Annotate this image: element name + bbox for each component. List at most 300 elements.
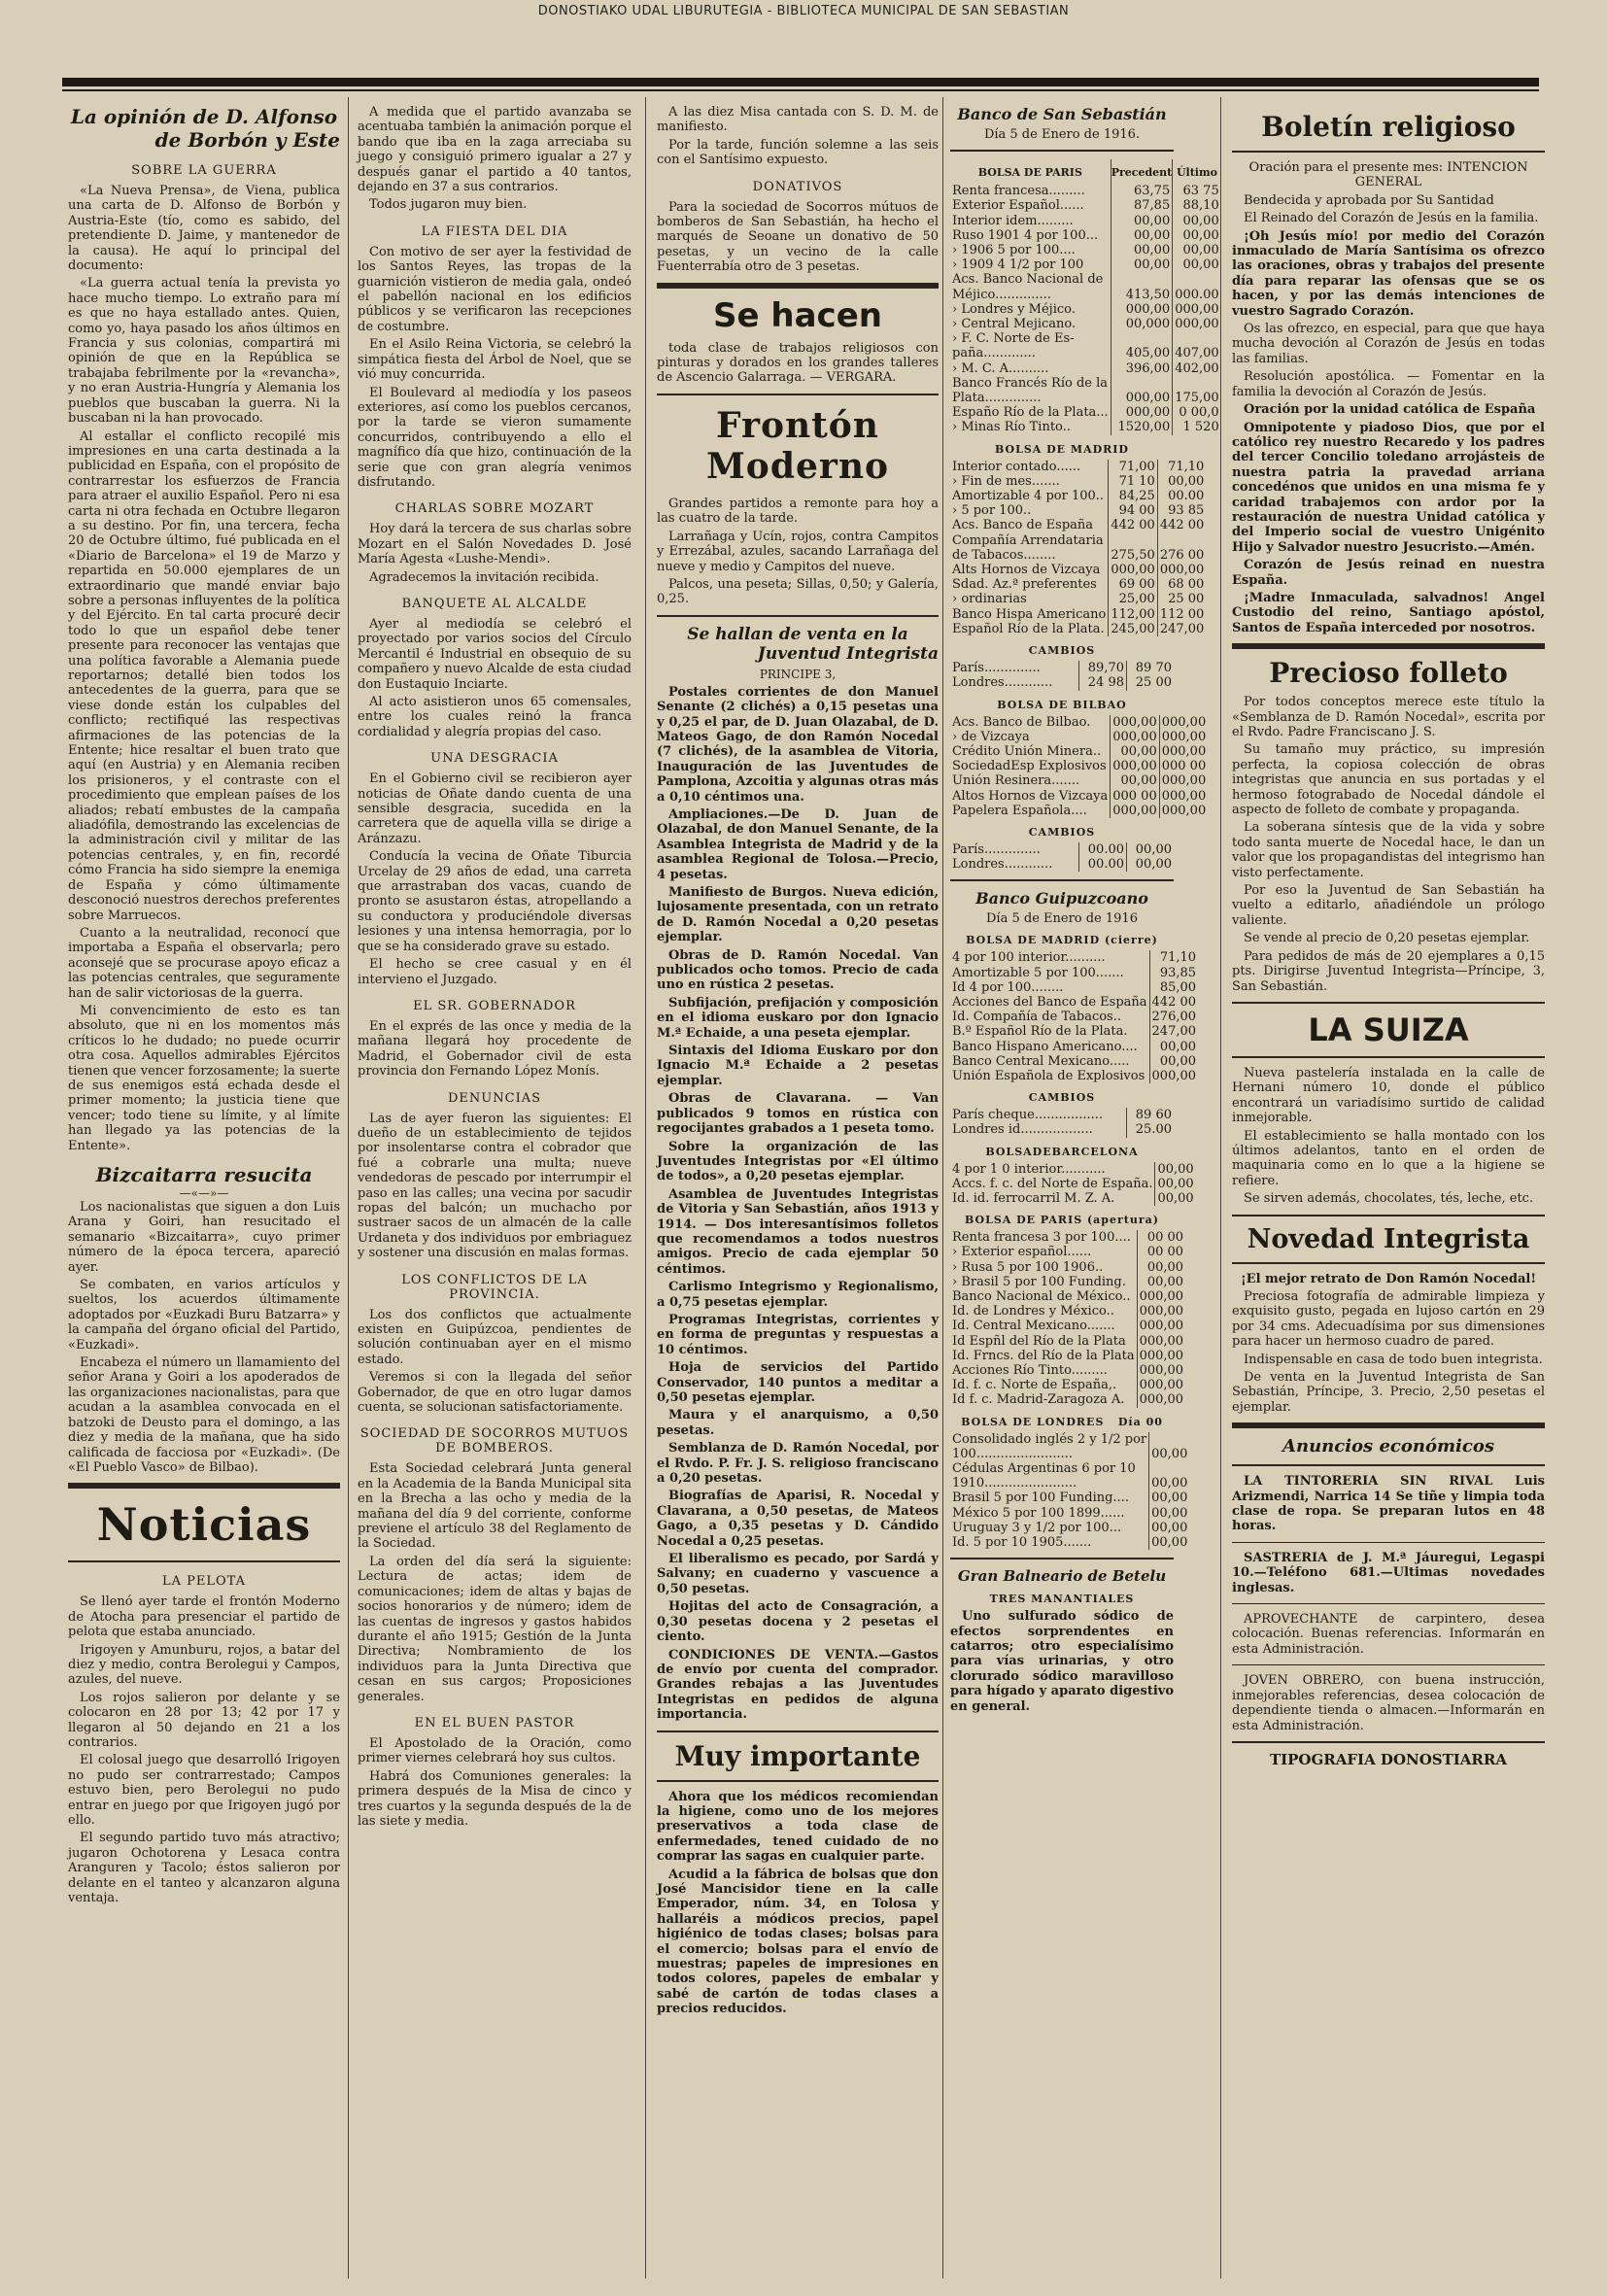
security-name: Id. id. ferrocarril M. Z. A. — [952, 1190, 1115, 1206]
paragraph: El hecho se cree casual y en él intervieno el Juzgado. — [358, 957, 632, 987]
security-value: 87,85 — [1111, 198, 1173, 213]
section-heading: LOS CONFLICTOS DE LA PROVINCIA. — [401, 1272, 588, 1302]
table-header: Precedent — [1111, 159, 1173, 184]
paragraph: Omnipotente y piadoso Dios, que por el católico rey nuestro Recaredo y los padres del tercer Concilio toledano arrojásteis de nuestra patria la pravedad arriana concedénos que unidos en una misma fe y caridad trabajemos con ardor por la restauración de nuestra Unidad católica y del Imperio social de vuestro Unigénito Hijo y Salvador nuestro Jesucristo.—Amén. — [1232, 420, 1545, 555]
table-row — [950, 533, 1206, 548]
section-rule — [1232, 1464, 1545, 1466]
paragraph: Veremos si con la llegada del señor Gobernador, de que en otro lugar damos cuenta, se solucionan satisfactoriamente. — [358, 1370, 632, 1416]
security-value: 00,00 — [1137, 1275, 1185, 1289]
paragraph: El colosal juego que desarrolló Irigoyen no pudo ser contrarrestado; Campos estuvo bien, pero Berolegui no pudo entrar en juego por que Irigoyen jugó por ello. — [68, 1753, 340, 1828]
table-row — [950, 661, 1174, 675]
security-name: Interior contado...... — [952, 459, 1081, 474]
security-name: 100........................ — [952, 1446, 1073, 1461]
table-row — [950, 391, 1221, 405]
security-name: Londres............ — [952, 857, 1053, 873]
table-row — [950, 228, 1221, 243]
table-row — [950, 548, 1206, 563]
paragraph: Biografías de Aparisi, R. Nocedal y Clavarana, a 0,50 pesetas, de Mateos Gago, a 0,35 pesetas y D. Cándido Nocedal a 0,25 pesetas. — [657, 1489, 939, 1549]
section-rule — [950, 879, 1174, 881]
security-value: 68 00 — [1157, 577, 1206, 592]
security-value: 63,75 — [1111, 184, 1173, 198]
paris-apertura — [950, 1230, 1185, 1407]
section-rule — [950, 1558, 1174, 1559]
ad-address: PRINCIPE 3, — [759, 667, 837, 681]
security-value: 00,00 — [1111, 243, 1173, 257]
security-value — [1111, 272, 1173, 287]
table-header: Último — [1173, 159, 1221, 184]
security-value: 405,00 — [1111, 346, 1173, 360]
security-name: Londres............ — [952, 675, 1053, 691]
paragraph: Por la tarde, función solemne a las seis con el Santísimo expuesto. — [657, 137, 939, 168]
table-row — [950, 1432, 1189, 1447]
table-row — [950, 842, 1174, 857]
security-value: 00 00 — [1137, 1230, 1185, 1245]
security-name: Renta francesa 3 por 100.... — [952, 1230, 1131, 1246]
security-name: Alts Hornos de Vizcaya — [952, 563, 1101, 578]
classified-ad: LA TINTORERIA SIN RIVAL Luis Arizmendi, Narrica 14 Se tiñe y limpia toda clase de ropa. Se preparan lutos en 48 horas. — [1232, 1474, 1545, 1534]
section-rule — [950, 150, 1174, 152]
security-value: 000,00 — [1159, 804, 1208, 818]
security-value: 89 60 — [1127, 1108, 1175, 1122]
security-name: Compañía Arrendataria — [952, 532, 1104, 548]
security-value — [1111, 331, 1173, 346]
londres-heading: BOLSA DE LONDRES — [961, 1415, 1105, 1428]
security-name: Ruso 1901 4 por 100... — [952, 227, 1099, 243]
security-name: › 1906 5 por 100.... — [952, 243, 1076, 258]
table-row — [950, 1260, 1185, 1275]
security-name: Renta francesa......... — [952, 184, 1085, 199]
section-title-anuncios: Anuncios económicos — [1282, 1436, 1494, 1457]
security-name: Id. 5 por 10 1905....... — [952, 1535, 1092, 1551]
paragraph: ¡El mejor retrato de Don Ramón Nocedal! — [1240, 1271, 1537, 1286]
security-name: Banco Hispano Americano.... — [952, 1039, 1138, 1054]
table-row — [950, 773, 1208, 788]
paragraph: «La Nueva Prensa», de Viena, publica una carta de D. Alfonso de Borbón y Austria-Este (tío, como es sabido, del pretendiente D. Jaime, y mantenedor de la causa). He aquí lo principal del documento: — [68, 184, 340, 274]
paragraph: ¡Madre Inmaculada, salvadnos! Angel Custodio del reino, Santiago apóstol, Santos de España interceded por nosotros. — [1232, 590, 1545, 635]
paragraph: Acudid a la fábrica de bolsas que don José Mancisidor tiene en la calle Emperador, núm. 34, en Tolosa y hallaréis a módicos precios, papel higiénico de todas clases; bolsas para el comercio; bolsas para el envío de muestras; papeles de impresiones en todos colores, papeles de embalar y sabé de cartón de todas clases a precios reducidos. — [657, 1867, 939, 2017]
paragraph: El establecimiento se halla montado con los últimos adelantos, tanto en el orden de maquinaria como en lo que a la higiene se refiere. — [1232, 1128, 1545, 1188]
paragraph: Se vende al precio de 0,20 pesetas ejemplar. — [1244, 931, 1530, 946]
table-row — [950, 214, 1221, 228]
paragraph: Oración para el presente mes: INTENCION GENERAL — [1248, 160, 1528, 190]
table-section: BOLSADEBARCELONA — [985, 1145, 1139, 1158]
security-value — [1157, 533, 1206, 548]
table-row — [950, 730, 1208, 744]
table-row — [950, 1010, 1198, 1024]
paragraph: CONDICIONES DE VENTA.—Gastos de envío por cuenta del comprador. Grandes rebajas a las Juventudes Integristas en pedidos de alguna importancia. — [657, 1647, 939, 1723]
security-value: 000,00 — [1137, 1289, 1185, 1304]
security-name: Acs. Banco de España — [952, 518, 1094, 533]
security-value: 00,00 — [1155, 1191, 1196, 1206]
ad-title-fronton: Frontón Moderno — [705, 404, 890, 487]
security-value: 89 70 — [1127, 661, 1175, 675]
security-value: 000,00 — [1159, 744, 1208, 759]
column-rule — [645, 97, 646, 2279]
security-name: Id. Frncs. del Río de la Plata — [952, 1348, 1135, 1363]
security-name: Exterior Español...... — [952, 198, 1084, 214]
paragraph: El Boulevard al mediodía y los paseos exteriores, así como los pueblos cercanos, por la tarde se vieron sumamente concurridos, contribuyendo a ello el magnífico día que hizo, continuación de la serie que con gran alegría venimos disfrutando. — [358, 385, 632, 490]
security-value: 71,10 — [1157, 460, 1206, 474]
security-name: › 1909 4 1/2 por 100 — [952, 257, 1084, 273]
paragraph: Conducía la vecina de Oñate Tiburcia Urcelay de 29 años de edad, una carreta que arrastraban dos vacas, cuando de pronto se asustaron éstas, atropellando a su conductora y produciéndole diversas lesiones y una intensa hemorragia, por lo que se ha considerado grave su estado. — [358, 849, 632, 954]
paragraph: Resolución apostólica. — Fomentar en la familia la devoción al Corazón de Jesús. — [1232, 369, 1545, 399]
security-name: Londres id.................. — [952, 1122, 1093, 1138]
paragraph: Los nacionalistas que siguen a don Luis Arana y Goiri, han resucitado el semanario «Bizcaitarra», cuyo primer número de la época tercera, apareció ayer. — [68, 1200, 340, 1275]
security-value: 00,00 — [1149, 1054, 1198, 1069]
security-value: 000,00 — [1137, 1392, 1185, 1407]
security-value: 00,00 — [1111, 257, 1173, 272]
table-row — [950, 995, 1198, 1010]
section-rule — [657, 394, 939, 395]
article-title-line2: de Borbón y Este — [154, 128, 340, 152]
security-value — [1173, 331, 1221, 346]
security-value: 00,00 — [1149, 1447, 1190, 1461]
cambios-table — [950, 661, 1174, 690]
section-heading: SOCIEDAD DE SOCORROS MUTUOS DE BOMBEROS. — [359, 1426, 630, 1456]
security-value: 000,00 — [1137, 1378, 1185, 1392]
table-section: BOLSA DE MADRID — [995, 442, 1129, 456]
security-value: 000,00 — [1137, 1304, 1185, 1319]
security-name: Banco Nacional de México.. — [952, 1288, 1131, 1304]
security-name: 4 por 100 interior.......... — [952, 950, 1106, 966]
paragraph: Semblanza de D. Ramón Nocedal, por el Rvdo. P. Fr. J. S. religioso franciscano a 0,20 pesetas. — [657, 1441, 939, 1487]
security-name: Altos Hornos de Vizcaya — [952, 788, 1109, 804]
table-row — [950, 1191, 1196, 1206]
section-title-suiza: LA SUIZA — [1308, 1011, 1469, 1048]
paragraph: Manifiesto de Burgos. Nueva edición, lujosamente presentada, con un retrato de D. Ramón Nocedal a 0,20 pesetas ejemplar. — [657, 885, 939, 945]
paragraph: Con motivo de ser ayer la festividad de los Santos Reyes, las tropas de la guarnición vistieron de media gala, ondeó el pabellón nacional en los edificios públicos y se verificaron las recepciones de costumbre. — [358, 244, 632, 334]
security-value: 275,50 — [1109, 548, 1158, 563]
paragraph: Asamblea de Juventudes Integristas de Vitoria y San Sebastián, años 1913 y 1914. — Dos interesantísimos folletos que recomendamos a todos nuestros amigos. Precio de cada ejemplar 50 céntimos. — [657, 1186, 939, 1277]
security-name: Sdad. Az.ª preferentes — [952, 577, 1097, 593]
table-row — [950, 302, 1221, 317]
paragraph: El Apostolado de la Oración, como primer viernes celebrará hoy sus cultos. — [358, 1735, 632, 1766]
security-value: 00,00 — [1149, 1521, 1190, 1535]
table-section: CAMBIOS — [1028, 825, 1096, 839]
table-row — [950, 361, 1221, 376]
paragraph: La orden del día será la siguiente: Lectura de actas; idem de comunicaciones; idem de altas y bajas de socios honorarios y de número; idem de las cuentas de ingresos y gastos habidos durante el año 1915; Gestión de la Junta Directiva; Nombramiento de los individuos para la Junta Directiva que cesan en sus cargos; Proposiciones generales. — [358, 1554, 632, 1704]
paragraph: Ahora que los médicos recomiendan la higiene, como uno de los mejores preservativos a toda clase de enfermedades, tened cuidado de no comprar las sagas en cualquier parte. — [657, 1789, 939, 1865]
paris-table — [950, 159, 1221, 435]
security-value: 000,00 — [1111, 715, 1160, 730]
table-row — [950, 675, 1174, 690]
section-heading: BANQUETE AL ALCALDE — [401, 596, 588, 611]
bank-date: Día 5 de Enero de 1916 — [986, 911, 1138, 927]
paragraph: Su tamaño muy práctico, su impresión perfecta, la copiosa colección de obras integristas que anuncia en sus portadas y el hermoso fotograbado de Nocedal dándole el aspecto de folleto de combate y propaganda. — [1232, 742, 1545, 818]
security-value: 00,00 — [1111, 773, 1160, 788]
dia-heading: Día 00 — [1117, 1415, 1163, 1428]
security-value: 85,00 — [1149, 980, 1198, 995]
security-name: Español Río de la Plata. — [952, 621, 1105, 636]
table-row — [950, 1108, 1174, 1122]
security-name: Cédulas Argentinas 6 por 10 — [952, 1461, 1136, 1477]
security-value: 0 00,0 — [1173, 405, 1221, 420]
section-rule — [1232, 1422, 1545, 1428]
security-value: 175,00 — [1173, 391, 1221, 405]
security-value: 247,00 — [1149, 1024, 1198, 1039]
security-value: 24 98 — [1079, 675, 1127, 690]
ad-title: Se hallan de venta en la — [687, 624, 908, 644]
security-name: Crédito Unión Minera.. — [952, 743, 1102, 759]
security-value: 000,00 — [1111, 391, 1173, 405]
security-name: de Tabacos........ — [952, 547, 1056, 563]
security-name: Banco Hispa Americano — [952, 606, 1107, 622]
security-name: › Brasil 5 por 100 Funding. — [952, 1274, 1126, 1289]
table-row — [950, 288, 1221, 302]
paragraph: Larrañaga y Ucín, rojos, contra Campitos y Errezábal, azules, sacando Larrañaga del nueve y medio y Campitos del nueve. — [657, 529, 939, 574]
barcelona-table — [950, 1162, 1196, 1207]
section-title-novedad: Novedad Integrista — [1247, 1223, 1530, 1254]
security-name: Accs. f. c. del Norte de España. — [952, 1176, 1153, 1191]
security-value: 94 00 — [1109, 503, 1158, 518]
table-row — [950, 460, 1206, 474]
security-value: 00,00 — [1111, 214, 1173, 228]
table-row — [950, 1378, 1185, 1392]
section-rule — [1232, 1542, 1545, 1543]
security-value: 000 00 — [1159, 759, 1208, 773]
security-name: 1910....................... — [952, 1476, 1077, 1491]
security-name: Unión Española de Explosivos — [952, 1068, 1145, 1083]
table-row — [950, 1491, 1189, 1505]
security-value: 000,00 — [1111, 302, 1173, 317]
security-name: SociedadEsp Explosivos — [952, 759, 1107, 774]
top-rule-thin — [62, 89, 1539, 91]
security-value: 93,85 — [1149, 966, 1198, 980]
security-value: 00,000 — [1111, 317, 1173, 331]
bank-title: Banco de San Sebastián — [957, 105, 1167, 123]
table-row — [950, 715, 1208, 730]
paragraph: Irigoyen y Amunburu, rojos, a batar del diez y medio, contra Berolegui y Campos, azules, del nueve. — [68, 1642, 340, 1688]
security-name: Consolidado inglés 2 y 1/2 por — [952, 1431, 1147, 1447]
security-value: 00,00 — [1149, 1476, 1190, 1491]
security-value: 000,00 — [1137, 1334, 1185, 1349]
paragraph: Se sirven además, chocolates, tés, leche, etc. — [1244, 1191, 1534, 1207]
paragraph: Ayer al mediodía se celebró el proyectado por varios socios del Círculo Mercantil é Industrial en obsequio de su compañero y nuevo Alcalde de esta ciudad don Eustaquio Inciarte. — [358, 616, 632, 692]
classified-ad: APROVECHANTE de carpintero, desea colocación. Buenas referencias. Informarán en esta Administración. — [1232, 1612, 1545, 1657]
security-value — [1109, 533, 1158, 548]
column-4-financial — [950, 105, 1219, 2272]
paragraph: Os las ofrezco, en especial, para que que haya mucha devoción al Corazón de Jesús en todas las familias. — [1232, 322, 1545, 366]
table-row — [950, 346, 1221, 360]
paragraph: Oración por la unidad católica de España — [1244, 402, 1536, 418]
section-title-folleto: Precioso folleto — [1269, 657, 1508, 690]
security-name: Amortizable 5 por 100....... — [952, 965, 1124, 980]
printer-credit: TIPOGRAFIA DONOSTIARRA — [1269, 1750, 1508, 1768]
column-rule — [348, 97, 349, 2279]
security-value: 1 520 — [1173, 420, 1221, 434]
security-value: 000,00 — [1111, 405, 1173, 420]
security-name: Id 4 por 100........ — [952, 979, 1064, 995]
security-name: Id. de Londres y México.. — [952, 1304, 1114, 1319]
paragraph: Cuanto a la neutralidad, reconocí que importaba a España el observarla; pero aconsejé que se procurase apoyo eficaz a las potencias centrales, que seguramente han de salir victoriosas de la guerra. — [68, 925, 340, 1001]
security-name: Id f. c. Madrid-Zaragoza A. — [952, 1392, 1125, 1408]
security-value: 00,00 — [1155, 1162, 1196, 1177]
security-value: 00.00 — [1079, 857, 1127, 872]
security-value: 402,00 — [1173, 361, 1221, 376]
security-name: Id. Compañía de Tabacos.. — [952, 1010, 1121, 1025]
security-value: 000 00 — [1111, 789, 1160, 804]
security-value: 25 00 — [1157, 592, 1206, 606]
table-row — [950, 243, 1221, 257]
section-heading: LA FIESTA DEL DIA — [421, 223, 568, 239]
security-value: 00,00 — [1137, 1260, 1185, 1275]
table-row — [950, 1461, 1189, 1476]
table-row — [950, 592, 1206, 606]
paragraph: Obras de Clavarana. — Van publicados 9 tomos en rústica con regocijantes grabados a 1 peseta tomo. — [657, 1091, 939, 1137]
paragraph: Sintaxis del Idioma Euskaro por don Ignacio M.ª Echaide a 2 pesetas ejemplar. — [657, 1044, 939, 1088]
security-value: 000,00 — [1159, 789, 1208, 804]
security-value: 00,00 — [1149, 1506, 1190, 1521]
table-row — [950, 980, 1198, 995]
column-3 — [657, 105, 939, 2272]
paragraph: Esta Sociedad celebrará Junta general en la Academia de la Banda Municipal sita en la Brecha a las ocho y media de la mañana del día 9 del corriente, conforme previene el artículo 38 del Reglamento de la Sociedad. — [358, 1461, 632, 1552]
security-name: París.............. — [952, 661, 1041, 676]
section-rule — [68, 1560, 340, 1562]
table-row — [950, 950, 1198, 965]
paragraph: Hojitas del acto de Consagración, a 0,30 pesetas docena y 2 pesetas el ciento. — [657, 1599, 939, 1645]
section-heading: EL SR. GOBERNADOR — [413, 998, 576, 1013]
section-heading: CHARLAS SOBRE MOZART — [394, 501, 595, 517]
security-value: 25 00 — [1127, 675, 1175, 690]
security-value: 84,25 — [1109, 489, 1158, 503]
paragraph: «La guerra actual tenía la prevista yo hace mucho tiempo. Lo extraño para mí es que no haya estallado antes. Quien, como yo, haya pasado los años últimos en Francia y sus colonias, compartirá mi opinión de que en la República se trabajaba febrilmente por la «revancha», y no eran Austria-Hungría y Alemania los pueblos que buscaban la guerra. Ni la buscaban ni la han provocado. — [68, 276, 340, 427]
security-value: 247,00 — [1157, 622, 1206, 636]
madrid-table — [950, 460, 1206, 636]
security-name: paña............. — [952, 346, 1036, 361]
section-rule — [1232, 1262, 1545, 1264]
paragraph: La soberana síntesis que de la vida y sobre todo santa muerte de Nocedal hace, le dan un valor que los propagandistas del integrismo han visto perfectamente. — [1232, 820, 1545, 880]
paragraph: Habrá dos Comuniones generales: la primera después de la Misa de cinco y tres cuartos y la segunda después de la de las siete y media. — [358, 1768, 632, 1829]
security-name: Uruguay 3 y 1/2 por 100... — [952, 1520, 1122, 1535]
ad-title-se-hacen: Se hacen — [713, 295, 882, 335]
security-value — [1111, 376, 1173, 391]
security-value — [1149, 1432, 1190, 1447]
section-rule — [657, 283, 939, 289]
paragraph: Obras de D. Ramón Nocedal. Van publicados ocho tomos. Precio de cada uno en rústica 2 pesetas. — [657, 947, 939, 993]
paragraph: Los dos conflictos que actualmente existen en Guipúzcoa, pendientes de solución continuaban ayer en el mismo estado. — [358, 1307, 632, 1367]
security-value — [1173, 376, 1221, 391]
security-value: 000,00 — [1111, 730, 1160, 744]
security-value: 442 00 — [1109, 518, 1158, 532]
balneario-title: Gran Balneario de Betelu — [957, 1567, 1167, 1586]
security-value: 000,00 — [1149, 1069, 1198, 1083]
table-row — [950, 317, 1221, 331]
paragraph: Postales corrientes de don Manuel Senante (2 clichés) a 0,15 pesetas una y 0,25 el par, de D. Juan Olazabal, de D. Mateos Gago, de don Ramón Nocedal (7 clichés), de la asamblea de Vitoria, Inauguración de las Juventudes de Pamplona, Azcoitia y algunas otras más a 0,10 céntimos una. — [657, 684, 939, 805]
table-row — [950, 420, 1221, 434]
library-header: DONOSTIAKO UDAL LIBURUTEGIA - BIBLIOTECA MUNICIPAL DE SAN SEBASTIAN — [537, 4, 1070, 18]
paragraph: En el Gobierno civil se recibieron ayer noticias de Oñate dando cuenta de una sensible desgracia, sucedida en la carretera que de aquella villa se dirige a Aránzazu. — [358, 771, 632, 846]
table-row — [950, 489, 1206, 503]
section-title-noticias: Noticias — [96, 1498, 312, 1552]
security-name: Papelera Española.... — [952, 803, 1087, 818]
security-value: 000,00 — [1137, 1349, 1185, 1363]
paragraph: A medida que el partido avanzaba se acentuaba también la animación porque el bando que iba en la zaga arreciaba su juego y consiguió primero igualar a 27 y después ganar el partido a 40 tantos, dejando en 37 a sus contrarios. — [358, 105, 632, 195]
security-value: 000,00 — [1111, 804, 1160, 818]
security-value: 69 00 — [1109, 577, 1158, 592]
security-value: 000.00 — [1173, 288, 1221, 302]
security-value: 000,00 — [1173, 302, 1221, 317]
table-row — [950, 1304, 1185, 1319]
table-row — [950, 1040, 1198, 1054]
paragraph: En el Asilo Reina Victoria, se celebró la simpática fiesta del Árbol de Noel, que se vió muy concurrida. — [358, 337, 632, 383]
security-value: 88,10 — [1173, 198, 1221, 213]
security-name: Interior idem......... — [952, 213, 1074, 228]
bank-title: Banco Guipuzcoano — [975, 889, 1148, 908]
paragraph: Los rojos salieron por delante y se colocaron en 28 por 13; 42 por 17 y llegaron al 50 dejando en 21 a los contrarios. — [68, 1690, 340, 1750]
table-row — [950, 607, 1206, 622]
security-value: 00,00 — [1149, 1040, 1198, 1054]
paragraph: A las diez Misa cantada con S. D. M. de manifiesto. — [657, 105, 939, 135]
table-row — [950, 1162, 1196, 1177]
paragraph: De venta en la Juventud Integrista de San Sebastián, Príncipe, 3. Precio, 2,50 pesetas el ejemplar. — [1232, 1370, 1545, 1415]
security-value: 00,00 — [1157, 474, 1206, 489]
section-rule — [1232, 1215, 1545, 1217]
section-title-boletin: Boletín religioso — [1261, 111, 1516, 143]
security-value: 396,00 — [1111, 361, 1173, 376]
table-row — [950, 257, 1221, 272]
security-value: 89,70 — [1079, 661, 1127, 675]
section-heading: LA PELOTA — [161, 1574, 247, 1590]
section-rule — [1232, 1741, 1545, 1743]
security-value: 276,00 — [1149, 1010, 1198, 1024]
security-value: 71 10 — [1109, 474, 1158, 489]
security-value: 00,00 — [1127, 842, 1175, 857]
security-value: 00,00 — [1173, 243, 1221, 257]
paragraph: Todos jugaron muy bien. — [369, 197, 528, 213]
table-row — [950, 1476, 1189, 1491]
table-row — [950, 1275, 1185, 1289]
paragraph: Palcos, una peseta; Sillas, 0,50; y Galería, 0,25. — [657, 576, 939, 607]
table-row — [950, 1289, 1185, 1304]
security-value: 442 00 — [1149, 995, 1198, 1010]
table-header: BOLSA DE PARIS — [977, 166, 1082, 179]
paragraph: ¡Oh Jesús mío! por medio del Corazón inmaculado de María Santísima os ofrezco las oraciones, obras y trabajos del presente día para reparar las ofensas que se os hacen, y por las demás intenciones de vuestro Sagrado Corazón. — [1232, 228, 1545, 319]
paragraph: Indispensable en casa de todo buen integrista. — [1244, 1352, 1543, 1367]
security-name: › Fin de mes....... — [952, 473, 1060, 489]
paragraph: Programas Integristas, corrientes y en forma de preguntas y respuestas a 10 céntimos. — [657, 1312, 939, 1357]
paragraph: El Reinado del Corazón de Jesús en la familia. — [1244, 211, 1539, 226]
section-rule — [1232, 1002, 1545, 1004]
section-heading: DONATIVOS — [752, 179, 843, 194]
table-row — [950, 1392, 1185, 1407]
table-row — [950, 759, 1208, 773]
paragraph: Para la sociedad de Socorros mútuos de bomberos de San Sebastián, ha hecho el marqués de Seoane un donativo de 50 pesetas, y un vecino de la calle Fuenterrabía otro de 3 pesetas. — [657, 199, 939, 275]
security-value: 00,00 — [1111, 228, 1173, 243]
security-value: 000,00 — [1157, 563, 1206, 577]
bilbao-table — [950, 715, 1208, 818]
paragraph: Se llenó ayer tarde el frontón Moderno de Atocha para presenciar el partido de pelota que estaba anunciado. — [68, 1594, 340, 1640]
security-name: Españo Río de la Plata... — [952, 405, 1109, 421]
security-value: 112,00 — [1109, 607, 1158, 622]
table-row — [950, 1363, 1185, 1378]
table-row — [950, 622, 1206, 636]
table-section: BOLSA DE MADRID (cierre) — [966, 934, 1158, 947]
security-name: › Exterior español...... — [952, 1245, 1092, 1260]
security-value: 000,00 — [1137, 1363, 1185, 1378]
security-name: › Rusa 5 por 100 1906.. — [952, 1259, 1104, 1275]
table-row — [950, 1334, 1185, 1349]
paragraph: Por todos conceptos merece este título la «Semblanza de D. Ramón Nocedal», escrita por el Rvdo. Padre Franciscano J. S. — [1232, 695, 1545, 739]
column-1 — [68, 105, 340, 2272]
security-value: 00,00 — [1155, 1177, 1196, 1191]
section-rule — [1232, 1056, 1545, 1058]
security-value: 71,10 — [1149, 950, 1198, 965]
table-row — [950, 1521, 1189, 1535]
security-value: 000,00 — [1173, 317, 1221, 331]
column-2 — [358, 105, 632, 2272]
article-title: Bizcaitarra resucita — [95, 1163, 313, 1186]
security-value: 00,00 — [1149, 1535, 1190, 1550]
